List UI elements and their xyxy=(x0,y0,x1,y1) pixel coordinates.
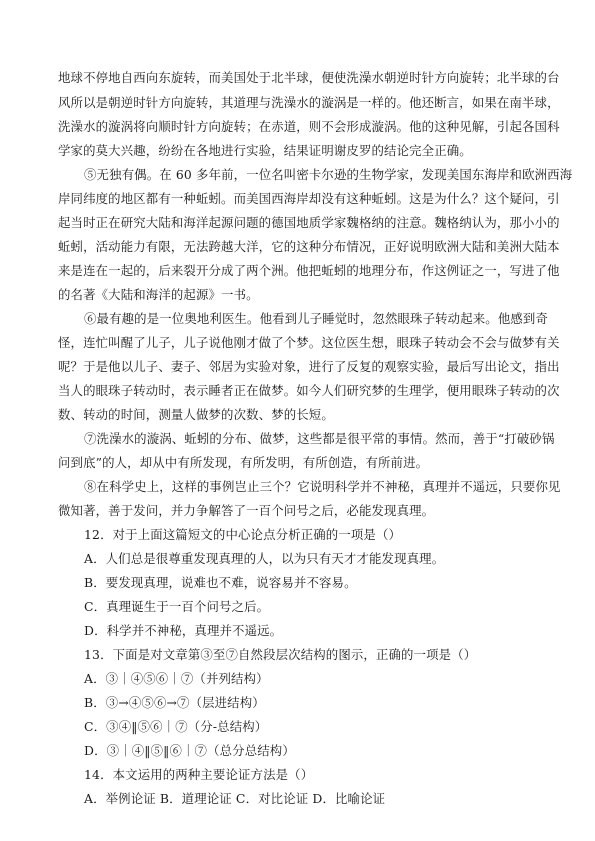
question-12-option-c: C．真理诞生于一百个问号之后。 xyxy=(84,599,270,614)
passage-line: 怪，连忙叫醒了儿子，儿子说他刚才做了个梦。这位医生想，眼珠子转动会不会与做梦有关 xyxy=(58,335,560,350)
passage-line: 岸同纬度的地区都有一种蚯蚓。而美国西海岸却没有这种蚯蚓。这是为什么？这个疑问，引 xyxy=(58,191,560,206)
paragraph-6-start: ⑥最有趣的是一位奥地利医生。他看到儿子睡觉时，忽然眼珠子转动起来。他感到奇 xyxy=(84,311,549,326)
question-13-option-c: C．③④‖⑤⑥｜⑦（分-总结构） xyxy=(84,719,268,734)
question-14-options: A．举例论证 B．道理论证 C．对比论证 D．比喻论证 xyxy=(84,791,386,806)
question-14-stem: 14．本文运用的两种主要论证方法是（） xyxy=(84,767,314,782)
passage-line: 当人的眼珠子转动时，表示睡者正在做梦。如今人们研究梦的生理学，便用眼珠子转动的次 xyxy=(58,383,560,398)
question-12-stem: 12．对于上面这篇短文的中心论点分析正确的一项是（） xyxy=(84,527,402,542)
question-13-option-d: D．③｜④‖⑤‖⑥｜⑦（总分总结构） xyxy=(84,743,295,758)
passage-line: 蚯蚓，活动能力有限，无法跨越大洋，它的这种分布情况，正好说明欧洲大陆和美洲大陆本 xyxy=(58,239,560,254)
passage-line: 问到底”的人，却从中有所发现，有所发明，有所创造，有所前进。 xyxy=(58,455,429,470)
question-13-option-b: B．③→④⑤⑥→⑦（层进结构） xyxy=(84,695,265,710)
passage-line: 数、转动的时间，测量人做梦的次数、梦的长短。 xyxy=(58,407,334,422)
paragraph-7-start: ⑦洗澡水的漩涡、蚯蚓的分布、做梦，这些都是很平常的事情。然而，善于“打破砂锅 xyxy=(84,431,555,446)
passage-line: 的名著《大陆和海洋的起源》一书。 xyxy=(58,287,259,302)
question-13-stem: 13．下面是对文章第③至⑦自然段层次结构的图示，正确的一项是（） xyxy=(84,647,477,662)
question-12-option-b: B．要发现真理，说难也不难，说容易并不容易。 xyxy=(84,575,357,590)
passage-line: 来是连在一起的，后来裂开分成了两个洲。他把蚯蚓的地理分布，作这例证之一，写进了他 xyxy=(58,263,560,278)
passage-line: 呢？于是他以儿子、妻子、邻居为实验对象，进行了反复的观察实验，最后写出论文，指出 xyxy=(58,359,560,374)
passage-line: 微知著，善于发问，并力争解答了一百个问号之后，必能发现真理。 xyxy=(58,503,435,518)
passage-line: 洗澡水的漩涡将向顺时针方向旋转；在赤道，则不会形成漩涡。他的这种见解，引起各国科 xyxy=(58,119,560,134)
passage-line: 学家的莫大兴趣，纷纷在各地进行实验，结果证明谢皮罗的结论完全正确。 xyxy=(58,143,472,158)
question-13-option-a: A．③｜④⑤⑥｜⑦（并列结构） xyxy=(84,671,269,686)
question-12-option-a: A．人们总是很尊重发现真理的人，以为只有天才才能发现真理。 xyxy=(84,551,445,566)
question-12-option-d: D．科学并不神秘，真理并不遥远。 xyxy=(84,623,283,638)
passage-line: 起当时正在研究大陆和海洋起源问题的德国地质学家魏格纳的注意。魏格纳认为，那小小的 xyxy=(58,215,560,230)
paragraph-8-start: ⑧在科学史上，这样的事例岂止三个？它说明科学并不神秘，真理并不遥远，只要你见 xyxy=(84,479,561,494)
passage-line: 风所以是朝逆时针方向旋转，其道理与洗澡水的漩涡是一样的。他还断言，如果在南半球， xyxy=(58,95,560,110)
passage-line: 地球不停地自西向东旋转，而美国处于北半球，便使洗澡水朝逆时针方向旋转；北半球的台 xyxy=(58,70,560,85)
paragraph-5-start: ⑤无独有偶。在 60 多年前，一位名叫密卡尔逊的生物学家，发现美国东海岸和欧洲西海 xyxy=(84,167,573,182)
